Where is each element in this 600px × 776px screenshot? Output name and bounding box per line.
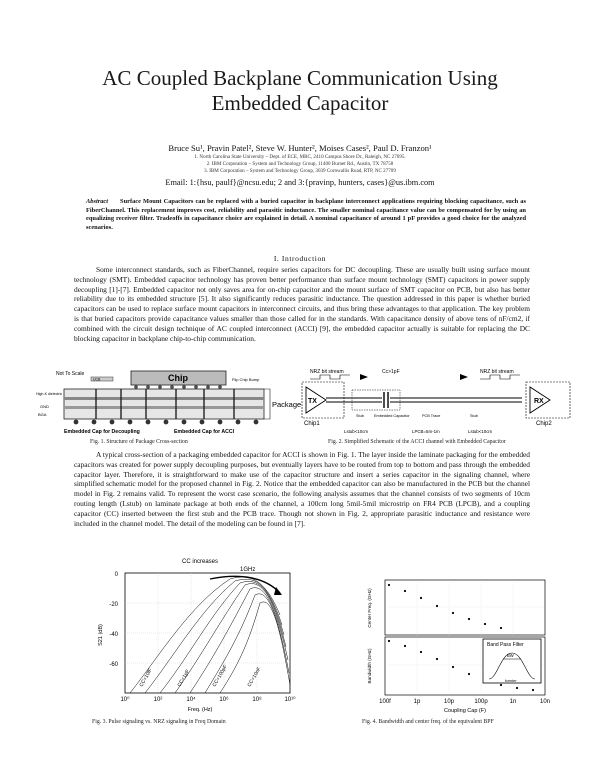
fig3-curve-label-10ff: CC=10fF <box>138 667 154 688</box>
fig1-embedded-decoupling-label: Embedded Cap for Decoupling <box>64 429 140 435</box>
fig3-annot-1ghz: 1GHz <box>240 567 256 573</box>
fig3-curve-label-100pf: CC=100pF <box>211 663 229 688</box>
fig3-curve-label-10nf: CC=10nF <box>246 666 263 688</box>
fig4-ylabel-top: Center Freq. (GHz) <box>367 588 372 628</box>
fig4-inset-title: Band Pass Filter <box>487 642 524 648</box>
fig1-high-k-label: High-K dielectric <box>36 392 63 396</box>
fig2-nrz-left: NRZ bit stream <box>310 369 344 375</box>
section-heading: I. Introduction <box>273 254 327 263</box>
fig1-ucb-label: UCB <box>93 377 101 382</box>
email-line: Email: 1:{hsu, paulf}@ncsu.edu; 2 and 3:{pravinp, hunters, cases}@us.ibm.com <box>165 178 435 187</box>
fig3-xtick-5: 10¹⁰ <box>284 697 296 703</box>
figure-2-caption: Fig. 2. Simplified Schematic of the ACCI channel with Embedded Capacitor <box>328 439 506 445</box>
fig3-curve-label-1pf: CC=1pF <box>176 668 192 688</box>
fig4-inset-bw: BW <box>507 653 514 658</box>
paper-title: AC Coupled Backplane Communication Using Embedded Capacitor <box>102 66 498 115</box>
fig2-cc-label: Cc>1pF <box>382 369 400 375</box>
fig3-ytick-0: 0 <box>114 572 118 578</box>
affiliation-2: 2. IBM Corporation – System and Technology Group, 11400 Burnet Rd., Austin, TX 78758 <box>206 161 394 167</box>
figure-2-acci-schematic <box>300 365 578 439</box>
fig2-chip2-label: Chip2 <box>536 421 552 427</box>
author-list: Bruce Su¹, Pravin Patel², Steve W. Hunter², Moises Cases², Paul D. Franzon¹ <box>168 143 432 153</box>
fig2-pcb-trace: PCB Trace <box>422 414 441 418</box>
fig3-ytick-1: -20 <box>109 602 118 608</box>
fig4-xtick-0: 100f <box>379 699 391 705</box>
fig3-xtick-0: 10⁰ <box>120 697 130 703</box>
fig2-stub-left: Stub <box>356 414 364 418</box>
fig2-embedded-cap: Embedded Capacitor <box>374 414 410 418</box>
fig2-nrz-right: NRZ bit stream <box>480 369 514 375</box>
affiliation-1: 1. North Carolina State University – Dept. of ECE, MRC, 2410 Campus Shore Dr., Raleigh, NC 27695. <box>194 154 406 160</box>
fig1-chip-label: Chip <box>168 373 188 383</box>
fig4-top-plot-area <box>385 580 545 635</box>
paragraph-2: A typical cross-section of a packaging embedded capacitor for ACCI is shown in Fig. 1. The layer inside the laminate packaging for the embedded capacitors was created for power supply decoupling purposes, but eventually layers have to be routed from top to bottom and pass through the embedded capacitor layer. Therefore, it is straightforward to make use of the capacitor structure and insert a series capacitor in the signaling channel, where simplified schematic model for the proposed channel in Fig. 2. Notice that the embedded capacitor can also be manufactured in the PCB but the channel model in Fig. 2 remains valid. To represent the worst case scenario, the following analysis assumes that the channel consists of two segments of 10cm routing length (Lstub) on laminate package at both ends of the channel, a 100cm long 5mil-5mil microstrip on FR4 PCB (LPCB), and a coupling capacitor (CC) inserted between the first stub and the PCB trace. Though not shown in Fig. 2, appropriate parasitic inductance and resistance were included in the channel model. The detail of the modeling can be found in [7]. <box>74 450 530 528</box>
abstract-text: Surface Mount Capacitors can be replaced with a buried capacitor in backplane interconnect applications requiring blocking capacitance, such as FiberChannel. This replacement improves cost, reliability and parasitic inductance. The smaller nominal capacitance value can be compensated for by using an equalizing receiver filter. Tradeoffs in capacitance choice are explained in detail. A nominal capacitance of around 1 pF provides a good choice for the analyzed scenarios. <box>86 198 526 231</box>
fig3-ylabel: S21 (dB) <box>98 624 104 646</box>
fig4-ylabel-bottom: Bandwidth (GHz) <box>367 648 372 684</box>
fig3-annot-cc-increases: CC increases <box>182 559 219 565</box>
fig3-ytick-2: -40 <box>109 632 118 638</box>
abstract-label: Abstract <box>86 198 109 205</box>
fig2-tx-label: TX <box>308 398 317 405</box>
fig2-lstub-right: Lstub<10cm <box>468 429 493 434</box>
fig3-xtick-1: 10² <box>153 697 163 703</box>
figure-3-s21-plot <box>90 555 300 715</box>
fig2-lstub-left: Lstub<10cm <box>344 429 369 434</box>
fig4-xlabel: Coupling Cap (F) <box>444 708 486 714</box>
fig1-not-to-scale: Not To Scale <box>56 371 85 377</box>
fig3-ytick-3: -60 <box>109 662 118 668</box>
figure-1-caption: Fig. 1. Structure of Package Cross-section <box>90 439 188 445</box>
fig3-xtick-4: 10⁸ <box>252 697 262 703</box>
fig1-embedded-acci-label: Embedded Cap for ACCI <box>174 429 235 435</box>
fig2-lpcb: LPCB=5m-1m <box>412 429 440 434</box>
fig4-xtick-2: 10p <box>443 699 455 705</box>
fig4-xtick-1: 1p <box>413 699 421 705</box>
paragraph-1: Some interconnect standards, such as FiberChannel, require series capacitors for DC decoupling. These are usually built using surface mount technology (SMT). Embedded capacitor technology has proven better performance than surface mount technology (SMT) capacitors in power supply decoupling [1]-[7]. Embedded capacitor not only saves area for on-chip capacitor and the mount surface of SMT capacitor on PCB, but also has better reliability due to its embedded structure [5]. It also significantly reduces parasitic inductance. The question addressed in this paper is whether buried capacitors can be used to replace surface mount capacitors in interconnect circuits, and thus bring these advantages to that application. The key problem is that buried capacitors provide capacitance values smaller than those called for in the standards. With capacitance density of above tens of nF/cm2, if combined with the circuit design technique of AC coupled interconnect (ACCI) [9], the embedded capacitor actually is suitable for replacing the DC blocking capacitor in backplane chip-to-chip communication. <box>74 265 530 343</box>
fig1-bga-label: BGA <box>38 412 47 417</box>
fig2-chip1-label: Chip1 <box>304 421 320 427</box>
fig4-xtick-5: 10n <box>539 699 551 705</box>
fig1-package-label: Package <box>272 400 302 409</box>
fig1-flip-chip-label: Flip Chip Bump <box>232 377 260 382</box>
figure-4-bandwidth-plot <box>355 575 555 715</box>
figure-1-package-cross-section <box>36 368 302 438</box>
fig1-gnd-label: GND <box>40 404 49 409</box>
fig2-rx-label: RX <box>534 398 544 405</box>
figure-3-caption: Fig. 3. Pulse signaling vs. NRZ signaling in Freq Domain <box>92 719 226 725</box>
fig4-inset-fc: fcenter <box>505 679 517 683</box>
abstract <box>86 198 526 232</box>
affiliation-3: 3. IBM Corporation – System and Technology Group, 3039 Cornwallis Road, RTP, NC 27709 <box>204 168 396 174</box>
fig2-stub-right: Stub <box>470 414 478 418</box>
fig3-xtick-3: 10⁶ <box>219 697 229 703</box>
fig4-xtick-3: 100p <box>474 699 488 705</box>
figure-4-caption: Fig. 4. Bandwidth and center freq. of the equivalent BPF <box>362 719 494 725</box>
fig4-xtick-4: 1n <box>509 699 517 705</box>
fig3-xtick-2: 10⁴ <box>186 697 196 703</box>
fig3-xlabel: Freq. (Hz) <box>187 707 213 713</box>
